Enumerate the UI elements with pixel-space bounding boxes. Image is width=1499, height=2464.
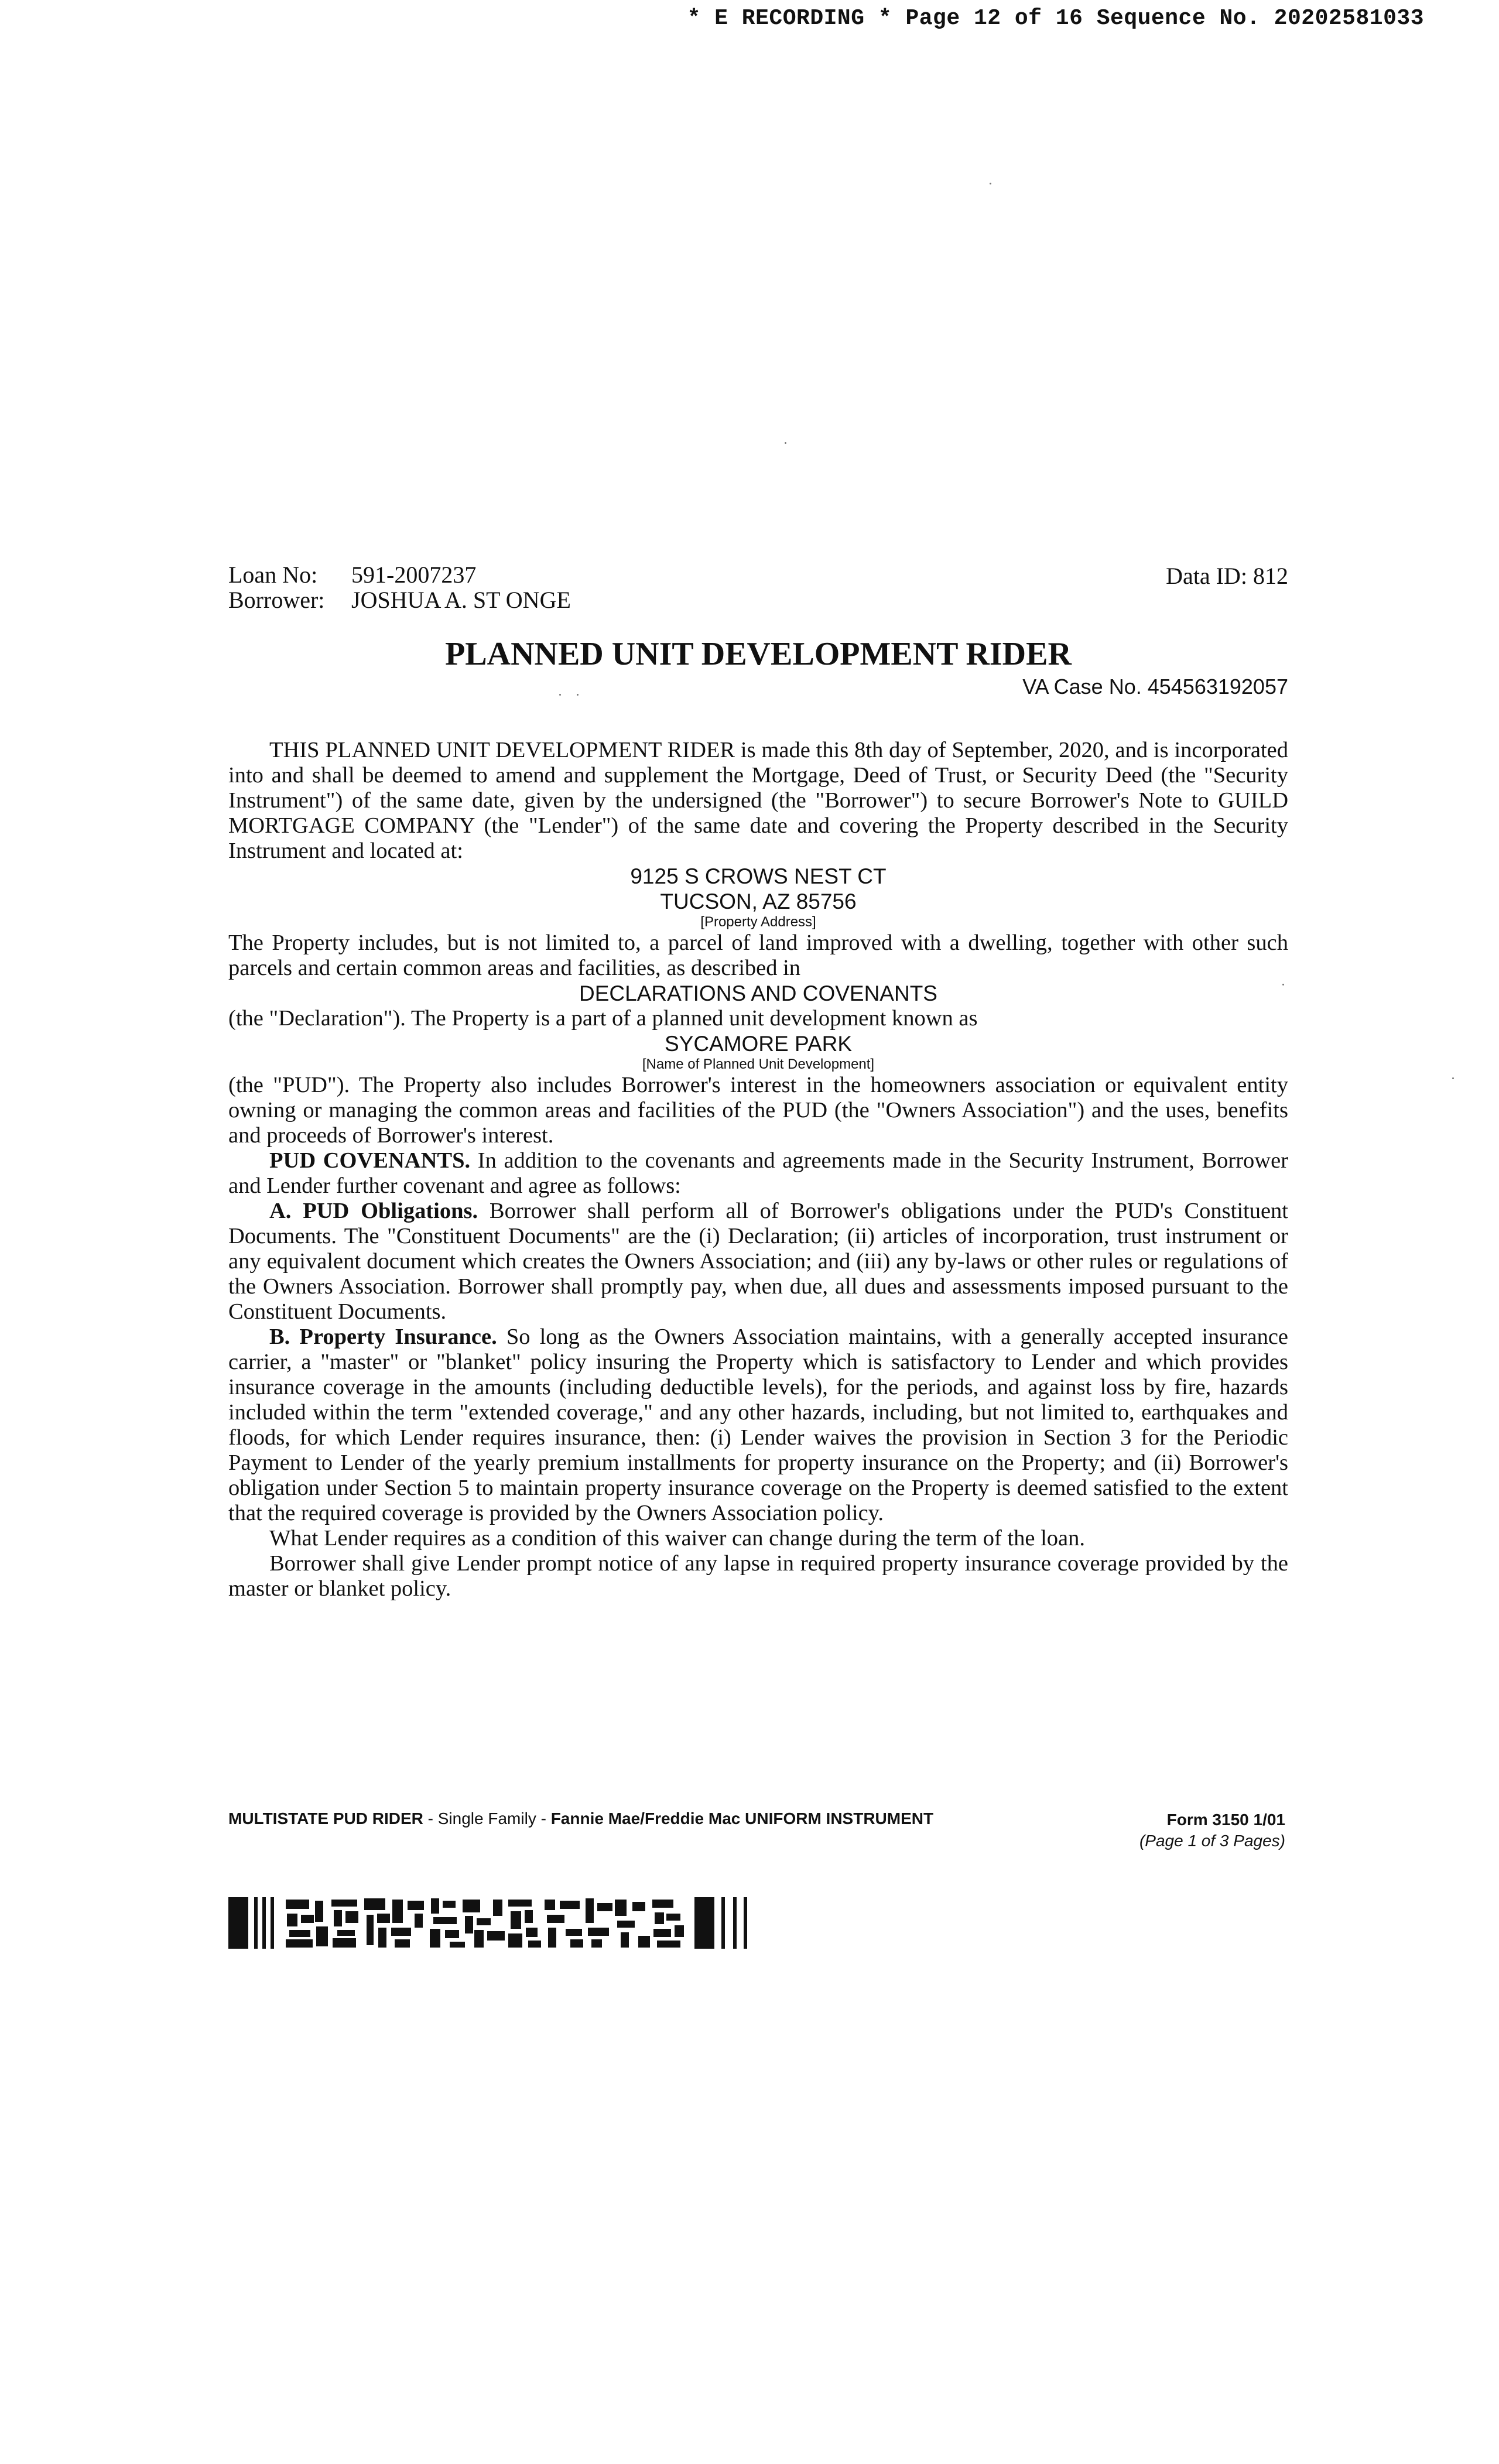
property-insurance-heading: B. Property Insurance. xyxy=(269,1325,497,1349)
footer-rider-name: MULTISTATE PUD RIDER xyxy=(228,1809,423,1828)
scan-speck xyxy=(559,694,561,696)
footer-form-number: Form 3150 1/01 xyxy=(1166,1811,1285,1829)
pud-covenants-heading: PUD COVENANTS. xyxy=(269,1148,471,1173)
rider-body xyxy=(228,738,1288,1601)
pud-obligations-heading: A. PUD Obligations. xyxy=(269,1199,478,1223)
notice-paragraph: Borrower shall give Lender prompt notice of any lapse in required property insurance coverage provided by the master or blanket policy. xyxy=(228,1551,1288,1601)
scan-speck xyxy=(785,442,786,444)
pud-obligations-text: Borrower shall perform all of Borrower's obligations under the PUD's Constituent Documents. The "Constituent Documents" are the (i) Declaration; (ii) articles of incorporation, trust instrument or any equivalent document which creates the Owners Association; and (iii) any by-laws or other rules or regulations of the Owners Association. Borrower shall promptly pay, when due, all dues and assessments imposed pursuant to the Constituent Documents. xyxy=(228,1199,1289,1324)
footer-form-title xyxy=(228,1809,933,1828)
borrower-row xyxy=(228,587,571,612)
pud-name: SYCAMORE PARK xyxy=(664,1032,853,1056)
pud-covenants-text: In addition to the covenants and agreements made in the Security Instrument, Borrower and Lender further covenant and agree as follows: xyxy=(228,1148,1288,1198)
loan-number-label: Loan No: xyxy=(228,562,318,588)
declarations-title: DECLARATIONS AND COVENANTS xyxy=(579,981,937,1005)
intro-paragraph: THIS PLANNED UNIT DEVELOPMENT RIDER is made this 8th day of September, 2020, and is incorporated into and shall be deemed to amend and supplement the Mortgage, Deed of Trust, or Security Deed (the "Security Instrument") of the same date, given by the undersigned (the "Borrower") to secure Borrower's Note to GUILD MORTGAGE COMPANY (the "Lender") of the same date and covering the Property described in the Security Instrument and located at: xyxy=(228,738,1288,863)
footer-form-info xyxy=(995,1809,1285,1852)
scan-speck xyxy=(1452,1077,1454,1079)
data-id: Data ID: 812 xyxy=(1166,563,1288,589)
property-address-line2: TUCSON, AZ 85756 xyxy=(660,889,857,913)
document-title: PLANNED UNIT DEVELOPMENT RIDER xyxy=(445,636,1072,672)
scan-speck xyxy=(577,694,579,696)
footer-rider-type: - Single Family - xyxy=(423,1809,551,1828)
property-includes-paragraph: The Property includes, but is not limited to, a parcel of land improved with a dwelling, together with other such parcels and certain common areas and facilities, as described in xyxy=(228,930,1288,980)
scan-speck xyxy=(990,183,991,184)
footer-page-count: (Page 1 of 3 Pages) xyxy=(1139,1832,1285,1850)
waiver-paragraph: What Lender requires as a condition of this waiver can change during the term of the loan. xyxy=(269,1526,1085,1551)
va-case-number: VA Case No. 454563192057 xyxy=(1022,675,1288,699)
loan-number: 591-2007237 xyxy=(351,562,477,588)
pud-paragraph: (the "PUD"). The Property also includes Borrower's interest in the homeowners association or equivalent entity owning or managing the common areas and facilities of the PUD (the "Owners Association") and the uses, benefits and proceeds of Borrower's interest. xyxy=(228,1073,1288,1148)
barcode-graphic xyxy=(228,1897,785,1949)
property-address-label: [Property Address] xyxy=(700,914,816,930)
property-insurance-text: So long as the Owners Association maintains, with a generally accepted insurance carrier, a "master" or "blanket" policy insuring the Property which is satisfactory to Lender and which provides insurance coverage in the amounts (including deductible levels), for the periods, and against loss by fire, hazards included within the term "extended coverage," and any other hazards, including, but not limited to, earthquakes and floods, for which Lender requires insurance, then: (i) Lender waives the provision in Section 3 for the Periodic Payment to Lender of the yearly premium installments for property insurance on the Property; and (ii) Borrower's obligation under Section 5 to maintain property insurance coverage on the Property is deemed satisfied to the extent that the required coverage is provided by the Owners Association policy. xyxy=(228,1325,1288,1525)
pud-name-label: [Name of Planned Unit Development] xyxy=(642,1056,875,1072)
property-address-line1: 9125 S CROWS NEST CT xyxy=(630,864,887,888)
loan-info xyxy=(228,562,571,612)
footer-instrument-name: Fannie Mae/Freddie Mac UNIFORM INSTRUMENT xyxy=(550,1809,934,1828)
pud-covenants-paragraph xyxy=(228,1148,1288,1199)
property-insurance-paragraph xyxy=(228,1325,1288,1526)
borrower-label: Borrower: xyxy=(228,587,325,613)
loan-number-row xyxy=(228,562,571,587)
borrower-name: JOSHUA A. ST ONGE xyxy=(351,587,571,613)
recording-header: * E RECORDING * Page 12 of 16 Sequence No. 20202581033 xyxy=(687,6,1424,31)
declaration-paragraph: (the "Declaration"). The Property is a part of a planned unit development known as xyxy=(228,1006,978,1031)
pud-obligations-paragraph xyxy=(228,1199,1288,1325)
